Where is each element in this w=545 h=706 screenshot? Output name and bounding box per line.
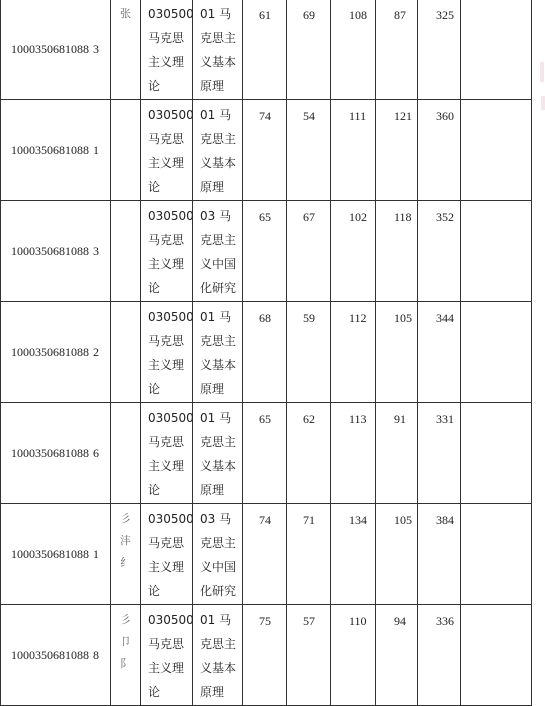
table-row (1, 100, 532, 201)
direction-line: 义中国 (200, 560, 237, 574)
score-foreign-language: 67 (287, 201, 331, 302)
candidate-id: 1000350681088 (11, 446, 89, 460)
research-direction-cell (193, 403, 243, 504)
direction-line: 义基本 (200, 156, 237, 170)
direction-line: 01 马 (200, 108, 232, 122)
candidate-id: 1000350681088 (11, 648, 89, 662)
score-subject-2: 94 (376, 605, 418, 706)
major-line: 论 (148, 685, 161, 699)
candidate-name-cell (111, 504, 141, 605)
candidate-id-suffix: 3 (93, 244, 99, 258)
research-direction-cell (193, 0, 243, 100)
candidate-name-char: 纟 (120, 556, 131, 569)
candidate-id-cell (1, 403, 111, 504)
major-cell (141, 302, 193, 403)
major-line: 论 (148, 180, 161, 194)
blank-cell (461, 201, 532, 302)
direction-line: 义基本 (200, 358, 237, 372)
major-line: 030500 (148, 108, 194, 122)
score-foreign-language: 69 (287, 0, 331, 100)
direction-line: 01 马 (200, 310, 232, 324)
candidate-id-suffix: 8 (93, 648, 99, 662)
score-total: 384 (418, 504, 461, 605)
score-foreign-language: 62 (287, 403, 331, 504)
score-politics: 74 (243, 100, 287, 201)
blank-cell (461, 605, 532, 706)
direction-line: 03 马 (200, 512, 232, 526)
edge-mark (540, 62, 544, 82)
blank-cell (461, 100, 532, 201)
score-foreign-language: 57 (287, 605, 331, 706)
major-line: 论 (148, 382, 161, 396)
candidate-id-suffix: 6 (93, 446, 99, 460)
table-row (1, 504, 532, 605)
score-politics: 65 (243, 201, 287, 302)
major-line: 马克思 (148, 132, 185, 146)
direction-line: 克思主 (200, 536, 237, 550)
major-line: 主义理 (148, 661, 185, 675)
direction-line: 原理 (200, 685, 225, 699)
score-total: 331 (418, 403, 461, 504)
direction-line: 克思主 (200, 637, 237, 651)
direction-line: 义基本 (200, 55, 237, 69)
direction-line: 03 马 (200, 209, 232, 223)
score-subject-1: 112 (331, 302, 376, 403)
score-subject-2: 105 (376, 302, 418, 403)
candidate-id-cell (1, 0, 111, 100)
score-subject-2: 118 (376, 201, 418, 302)
candidate-id-suffix: 1 (93, 143, 99, 157)
blank-cell (461, 403, 532, 504)
table-row (1, 0, 532, 100)
direction-line: 克思主 (200, 31, 237, 45)
major-cell (141, 403, 193, 504)
table-row (1, 403, 532, 504)
score-subject-1: 113 (331, 403, 376, 504)
major-line: 马克思 (148, 536, 185, 550)
research-direction-cell (193, 302, 243, 403)
major-line: 主义理 (148, 257, 185, 271)
candidate-name-char: 阝 (120, 657, 131, 670)
direction-line: 化研究 (200, 584, 237, 598)
score-foreign-language: 59 (287, 302, 331, 403)
candidate-name-char: 彡 (120, 512, 131, 525)
candidate-name-cell (111, 0, 141, 100)
table-row (1, 605, 532, 706)
candidate-name-char: 卩 (120, 635, 131, 648)
table-row (1, 302, 532, 403)
direction-line: 01 马 (200, 613, 232, 627)
candidate-id-cell (1, 100, 111, 201)
direction-line: 克思主 (200, 435, 237, 449)
major-line: 论 (148, 79, 161, 93)
candidate-name-cell (111, 605, 141, 706)
major-line: 主义理 (148, 459, 185, 473)
candidate-id: 1000350681088 (11, 143, 89, 157)
candidate-id-suffix: 2 (93, 345, 99, 359)
direction-line: 原理 (200, 483, 225, 497)
major-cell (141, 100, 193, 201)
major-line: 030500 (148, 310, 194, 324)
research-direction-cell (193, 201, 243, 302)
direction-line: 克思主 (200, 233, 237, 247)
major-line: 马克思 (148, 435, 185, 449)
score-total: 352 (418, 201, 461, 302)
score-foreign-language: 54 (287, 100, 331, 201)
major-line: 主义理 (148, 55, 185, 69)
research-direction-cell (193, 605, 243, 706)
major-line: 马克思 (148, 334, 185, 348)
blank-cell (461, 0, 532, 100)
major-line: 030500 (148, 512, 194, 526)
score-politics: 61 (243, 0, 287, 100)
candidate-name-cell (111, 201, 141, 302)
score-subject-1: 134 (331, 504, 376, 605)
candidate-id-cell (1, 504, 111, 605)
score-subject-2: 121 (376, 100, 418, 201)
edge-mark (541, 96, 545, 110)
blank-cell (461, 302, 532, 403)
candidate-id: 1000350681088 (11, 244, 89, 258)
major-cell (141, 605, 193, 706)
score-total: 336 (418, 605, 461, 706)
score-total: 325 (418, 0, 461, 100)
score-politics: 74 (243, 504, 287, 605)
direction-line: 义基本 (200, 661, 237, 675)
major-line: 030500 (148, 613, 194, 627)
score-subject-2: 87 (376, 0, 418, 100)
major-line: 马克思 (148, 637, 185, 651)
candidate-name-char: 张 (120, 7, 131, 20)
major-line: 论 (148, 584, 161, 598)
major-line: 主义理 (148, 156, 185, 170)
candidate-id-cell (1, 302, 111, 403)
candidate-id-suffix: 1 (93, 547, 99, 561)
score-politics: 65 (243, 403, 287, 504)
major-cell (141, 201, 193, 302)
major-line: 主义理 (148, 358, 185, 372)
direction-line: 原理 (200, 180, 225, 194)
major-line: 论 (148, 281, 161, 295)
candidate-id: 1000350681088 (11, 345, 89, 359)
candidate-name-char: 沣 (120, 534, 131, 547)
score-subject-1: 111 (331, 100, 376, 201)
candidate-id: 1000350681088 (11, 42, 89, 56)
major-line: 030500 (148, 209, 194, 223)
major-line: 主义理 (148, 560, 185, 574)
research-direction-cell (193, 504, 243, 605)
direction-line: 化研究 (200, 281, 237, 295)
candidate-id-cell (1, 201, 111, 302)
candidate-name-cell (111, 302, 141, 403)
major-cell (141, 504, 193, 605)
direction-line: 义基本 (200, 459, 237, 473)
score-total: 360 (418, 100, 461, 201)
score-subject-1: 110 (331, 605, 376, 706)
candidate-id-cell (1, 605, 111, 706)
score-foreign-language: 71 (287, 504, 331, 605)
direction-line: 克思主 (200, 132, 237, 146)
score-politics: 68 (243, 302, 287, 403)
direction-line: 01 马 (200, 411, 232, 425)
direction-line: 原理 (200, 79, 225, 93)
score-subject-2: 105 (376, 504, 418, 605)
major-line: 030500 (148, 7, 194, 21)
major-cell (141, 0, 193, 100)
candidate-name-cell (111, 100, 141, 201)
score-table-body (1, 0, 532, 706)
score-subject-1: 102 (331, 201, 376, 302)
direction-line: 01 马 (200, 7, 232, 21)
table-row (1, 201, 532, 302)
candidate-name-cell (111, 403, 141, 504)
direction-line: 义中国 (200, 257, 237, 271)
candidate-id: 1000350681088 (11, 547, 89, 561)
candidate-id-suffix: 3 (93, 42, 99, 56)
score-subject-1: 108 (331, 0, 376, 100)
score-subject-2: 91 (376, 403, 418, 504)
score-total: 344 (418, 302, 461, 403)
major-line: 马克思 (148, 31, 185, 45)
major-line: 030500 (148, 411, 194, 425)
direction-line: 克思主 (200, 334, 237, 348)
blank-cell (461, 504, 532, 605)
major-line: 论 (148, 483, 161, 497)
research-direction-cell (193, 100, 243, 201)
candidate-name-char: 彡 (120, 613, 131, 626)
score-politics: 75 (243, 605, 287, 706)
direction-line: 原理 (200, 382, 225, 396)
major-line: 马克思 (148, 233, 185, 247)
